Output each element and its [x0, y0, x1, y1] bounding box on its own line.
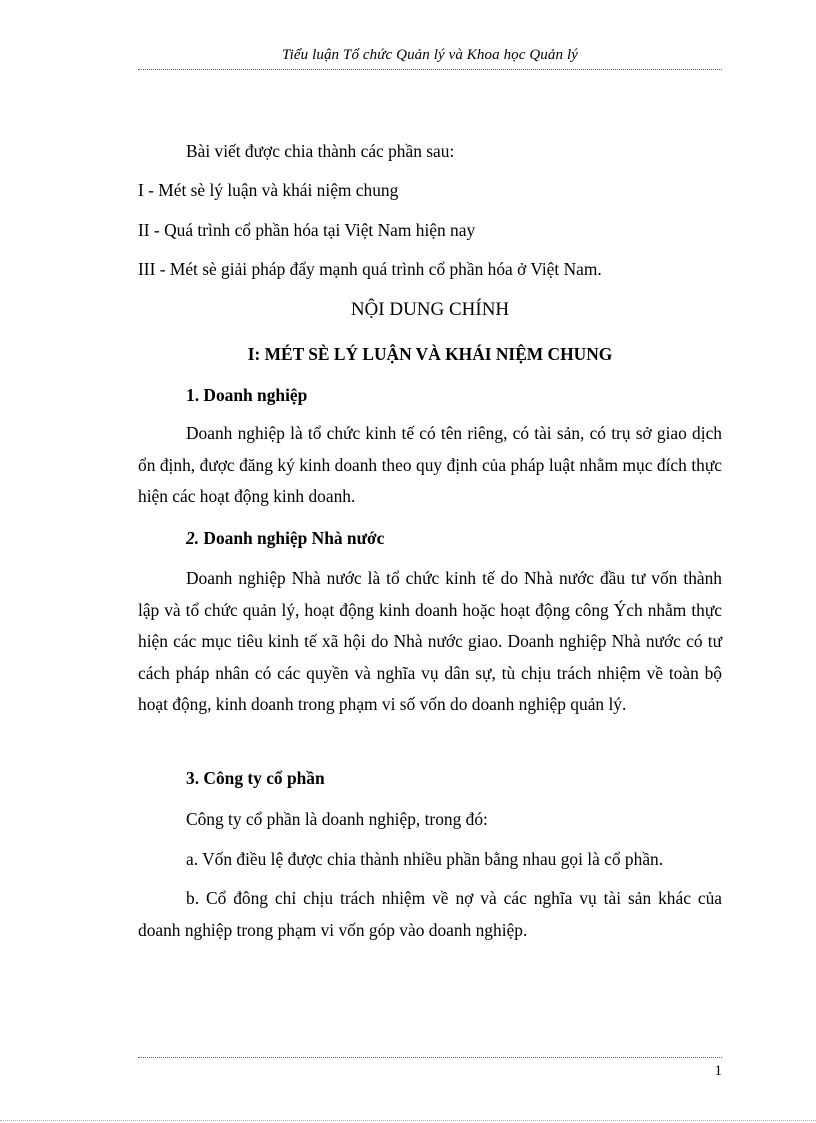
section-title: I: MÉT SÈ LÝ LUẬN VÀ KHÁI NIỆM CHUNG [247, 344, 613, 364]
outline-item-1: I - Mét sè lý luận và khái niệm chung [138, 180, 399, 200]
intro-lead: Bài viết được chia thành các phần sau: [186, 141, 455, 161]
outline-item-3: III - Mét sè giải pháp đẩy mạnh quá trình cổ phần hóa ở Việt Nam. [138, 259, 602, 279]
page-header-title: Tiểu luận Tổ chức Quản lý và Khoa học Quản lý [282, 47, 578, 63]
header-divider [138, 69, 722, 70]
main-title: NỘI DUNG CHÍNH [350, 299, 510, 320]
footer-divider [138, 1057, 722, 1058]
list-item-a: a. Vốn điều lệ được chia thành nhiều phần bằng nhau gọi là cổ phần. [186, 849, 664, 869]
outline-item-2: II - Quá trình cổ phần hóa tại Việt Nam hiện nay [138, 220, 476, 240]
heading-doanh-nghiep: 1. Doanh nghiệp [186, 385, 308, 405]
paragraph-doanh-nghiep-nha-nuoc: Doanh nghiệp Nhà nước là tổ chức kinh tế do Nhà nước đầu tư vốn thành lập và tổ chức quản lý, hoạt động kinh doanh hoặc hoạt động công Ých nhằm thực hiện các mục tiêu kinh tế xã hội do Nhà nước giao. Doanh nghiệp Nhà nước có tư cách pháp nhân có các quyền và nghĩa vụ dân sự, tù chịu trách nhiệm về toàn bộ hoạt động, kinh doanh trong phạm vi số vốn do doanh nghiệp quản lý. [138, 568, 722, 715]
paragraph-doanh-nghiep: Doanh nghiệp là tổ chức kinh tế có tên riêng, có tài sản, có trụ sở giao dịch ổn định, được đăng ký kinh doanh theo quy định của pháp luật nhằm mục đích thực hiện các hoạt động kinh doanh. [138, 423, 722, 507]
heading-doanh-nghiep-nha-nuoc: 2. Doanh nghiệp Nhà nước [186, 528, 385, 548]
paragraph-cong-ty-lead: Công ty cổ phần là doanh nghiệp, trong đó: [186, 809, 488, 829]
page-number: 1 [714, 1063, 722, 1079]
page-edge-divider [0, 1120, 816, 1121]
heading-cong-ty-co-phan: 3. Công ty cổ phần [186, 768, 325, 788]
list-item-b: b. Cổ đông chỉ chịu trách nhiệm về nợ và các nghĩa vụ tài sản khác của doanh nghiệp trong phạm vi vốn góp vào doanh nghiệp. [138, 888, 722, 940]
